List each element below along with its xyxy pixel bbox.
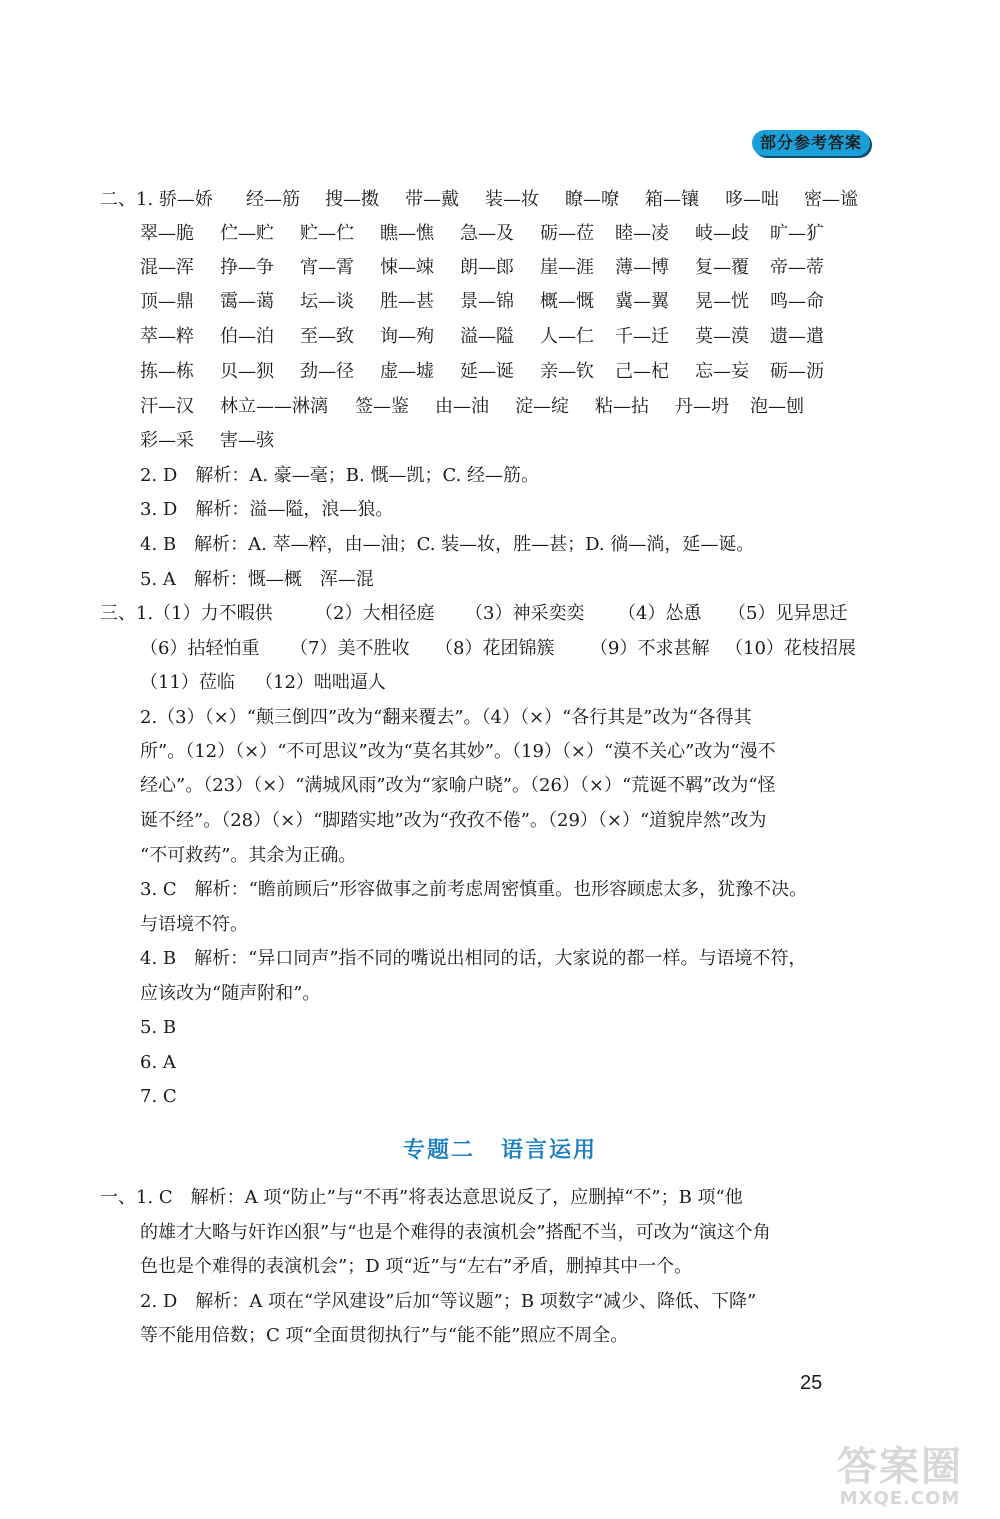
pair: 询—殉 xyxy=(380,326,434,347)
pair: 复—覆 xyxy=(695,257,749,278)
pair: 林立——淋漓 xyxy=(220,396,328,417)
pair: 薄—博 xyxy=(615,257,669,278)
pair: 带—戴 xyxy=(405,189,459,210)
pair: 拣—栋 xyxy=(140,361,194,382)
pair: 莫—漠 xyxy=(695,326,749,347)
s3-q2-line-5: “不可救药”。其余为正确。 xyxy=(140,845,357,866)
pair: 淀—绽 xyxy=(515,396,569,417)
pair: 虚—墟 xyxy=(380,361,434,382)
pair: 瞧—憔 xyxy=(380,223,434,244)
pair: 哆—咄 xyxy=(725,189,779,210)
s3-q2-line-2: 所”。（12）（×）“不可思议”改为“莫名其妙”。（19）（×）“漠不关心”改为“漫不 xyxy=(140,741,776,762)
pair: 岐—歧 xyxy=(695,223,749,244)
pair: 伯—泊 xyxy=(220,326,274,347)
pair: 劲—径 xyxy=(300,361,354,382)
idiom: （9）不求甚解 xyxy=(590,638,710,659)
t2-q2-line-2: 等不能用倍数；C 项“全面贯彻执行”与“能不能”照应不周全。 xyxy=(140,1325,629,1346)
pair: 忘—妄 xyxy=(695,361,749,382)
header-badge: 部分参考答案 xyxy=(752,130,870,156)
pair: 霭—蔼 xyxy=(220,291,274,312)
t2-q1-line-3: 色也是个难得的表演机会”；D 项“近”与“左右”矛盾，删掉其中一个。 xyxy=(140,1256,693,1277)
pair: 彩—采 xyxy=(140,430,194,451)
pair: 坛—谈 xyxy=(300,291,354,312)
idiom: （10）花枝招展 xyxy=(725,638,856,659)
s3-q4-line-2: 应该改为“随声附和”。 xyxy=(140,983,321,1004)
watermark xyxy=(810,1445,990,1515)
idiom: 三、1.（1）力不暇供 xyxy=(100,603,273,624)
pair: 亲—钦 xyxy=(540,361,594,382)
pair: 砺—莅 xyxy=(540,223,594,244)
pair: 崖—涯 xyxy=(540,257,594,278)
pair: 搜—擞 xyxy=(325,189,379,210)
pair: 胜—甚 xyxy=(380,291,434,312)
s3-q4-line-1: 4. B 解析：“异口同声”指不同的嘴说出相同的话，大家说的都一样。与语境不符， xyxy=(140,948,807,969)
pair: 景—锦 xyxy=(460,291,514,312)
pair: 溢—隘 xyxy=(460,326,514,347)
idiom: （3）神采奕奕 xyxy=(465,603,585,624)
topic-title-number: 专题二 xyxy=(402,1138,475,1163)
pair: 概—慨 xyxy=(540,291,594,312)
pair: 己—杞 xyxy=(615,361,669,382)
pair: 经—筋 xyxy=(246,189,300,210)
pair: 害—骇 xyxy=(220,430,274,451)
s2-q5: 5. A 解析：慨—概 浑—混 xyxy=(140,569,374,590)
idiom: （11）莅临 xyxy=(140,672,235,693)
pair: 千—迁 xyxy=(615,326,669,347)
pair: 延—诞 xyxy=(460,361,514,382)
t2-q1-line-1: 一、1. C 解析：A 项“防止”与“不再”将表达意思说反了，应删掉“不”；B 项“他 xyxy=(100,1187,743,1208)
pair: 混—浑 xyxy=(140,257,194,278)
idiom: （6）拈轻怕重 xyxy=(140,638,260,659)
pair: 翠—脆 xyxy=(140,223,194,244)
idiom: （12）咄咄逼人 xyxy=(255,672,386,693)
watermark-logo-text: 答案圈 xyxy=(837,1444,963,1490)
s2-q2: 2. D 解析：A. 豪—毫；B. 慨—凯；C. 经—筋。 xyxy=(140,465,540,486)
pair: 朗—郎 xyxy=(460,257,514,278)
idiom: （5）见异思迁 xyxy=(728,603,848,624)
pair: 挣—争 xyxy=(220,257,274,278)
pair: 二、1. 骄—娇 xyxy=(100,189,213,210)
page-number: 25 xyxy=(800,1372,823,1394)
pair: 人—仁 xyxy=(540,326,594,347)
pair: 冀—翼 xyxy=(615,291,669,312)
s3-q2-line-4: 诞不经”。（28）（×）“脚踏实地”改为“孜孜不倦”。（29）（×）“道貌岸然”改为 xyxy=(140,810,767,831)
pair: 粘—拈 xyxy=(595,396,649,417)
pair: 萃—粹 xyxy=(140,326,194,347)
idiom: （7）美不胜收 xyxy=(290,638,410,659)
t2-q1-line-2: 的雄才大略与奸诈凶狠”与“也是个难得的表演机会”搭配不当，可改为“演这个角 xyxy=(140,1222,771,1243)
idiom: （2）大相径庭 xyxy=(315,603,435,624)
pair: 密—谧 xyxy=(804,189,858,210)
s3-q7: 7. C xyxy=(140,1086,177,1107)
pair: 顶—鼎 xyxy=(140,291,194,312)
pair: 宵—霄 xyxy=(300,257,354,278)
pair: 帝—蒂 xyxy=(770,257,824,278)
topic-title-name: 语言运用 xyxy=(501,1138,598,1163)
pair: 丹—坍 xyxy=(675,396,729,417)
pair: 鸣—命 xyxy=(770,291,824,312)
pair: 急—及 xyxy=(460,223,514,244)
pair: 泡—刨 xyxy=(750,396,804,417)
pair: 睦—凌 xyxy=(615,223,669,244)
pair: 瞭—嘹 xyxy=(565,189,619,210)
s2-q4: 4. B 解析：A. 萃—粹，由—油；C. 装—妆，胜—甚；D. 徜—淌，延—诞。 xyxy=(140,534,755,555)
pair: 装—妆 xyxy=(485,189,539,210)
pair: 伫—贮 xyxy=(220,223,274,244)
s3-q3-line-1: 3. C 解析：“瞻前顾后”形容做事之前考虑周密慎重。也形容顾虑太多，犹豫不决。 xyxy=(140,879,808,900)
s2-q3: 3. D 解析：溢—隘，浪—狼。 xyxy=(140,499,394,520)
s3-q5: 5. B xyxy=(140,1017,177,1038)
pair: 箱—镶 xyxy=(645,189,699,210)
pair: 砺—沥 xyxy=(770,361,824,382)
watermark-url: MXQE.COM xyxy=(839,1488,961,1509)
pair: 贮—伫 xyxy=(300,223,354,244)
t2-q2-line-1: 2. D 解析：A 项在“学风建设”后加“等议题”；B 项数字“减少、降低、下降” xyxy=(140,1291,757,1312)
pair: 旷—犷 xyxy=(770,223,824,244)
idiom: （8）花团锦簇 xyxy=(435,638,555,659)
pair: 遗—遣 xyxy=(770,326,824,347)
s3-q6: 6. A xyxy=(140,1052,176,1073)
idiom: （4）怂恿 xyxy=(618,603,702,624)
pair: 贝—狈 xyxy=(220,361,274,382)
s3-q2-line-3: 经心”。（23）（×）“满城风雨”改为“家喻户晓”。（26）（×）“荒诞不羁”改为“怪 xyxy=(140,775,776,796)
pair: 至—致 xyxy=(300,326,354,347)
pair: 由—油 xyxy=(435,396,489,417)
pair: 悚—竦 xyxy=(380,257,434,278)
s3-q3-line-2: 与语境不符。 xyxy=(140,914,248,935)
pair: 晃—恍 xyxy=(695,291,749,312)
pair: 汗—汉 xyxy=(140,396,194,417)
topic-title xyxy=(0,1133,1000,1164)
s3-q2-line-1: 2.（3）（×）“颠三倒四”改为“翻来覆去”。（4）（×）“各行其是”改为“各得其 xyxy=(140,707,752,728)
pair: 签—鉴 xyxy=(355,396,409,417)
